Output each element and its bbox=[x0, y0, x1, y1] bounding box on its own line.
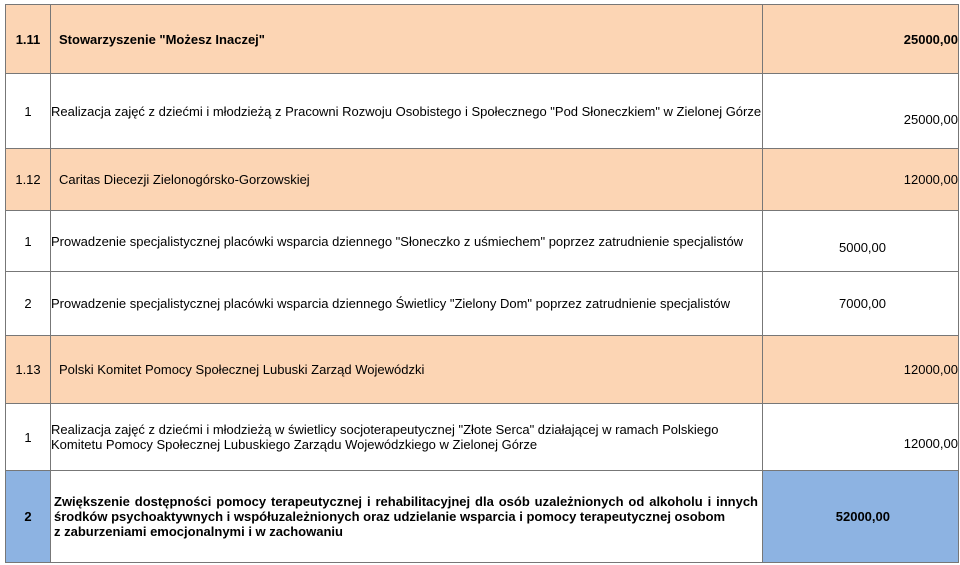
row-number: 1.13 bbox=[6, 336, 51, 404]
row-amount: 5000,00 bbox=[763, 211, 959, 272]
row-description-main: Zwiększenie dostępności pomocy terapeutycznej i rehabilitacyjnej dla osób uzależnionych od alkoholu i innych środków psychoaktywnych i współuzależnionych oraz udzielanie wsparcia i pomocy terapeutycznej osobom bbox=[54, 494, 758, 524]
row-number: 2 bbox=[6, 471, 51, 563]
row-amount: 12000,00 bbox=[763, 336, 959, 404]
table-row bbox=[6, 149, 959, 211]
table-row bbox=[6, 74, 959, 149]
row-amount: 25000,00 bbox=[763, 5, 959, 74]
row-number: 1.12 bbox=[6, 149, 51, 211]
table-row-highlighted bbox=[6, 471, 959, 563]
row-description: Caritas Diecezji Zielonogórsko-Gorzowskiej bbox=[51, 149, 763, 211]
row-number: 2 bbox=[6, 272, 51, 336]
row-description bbox=[51, 471, 763, 563]
table-row bbox=[6, 272, 959, 336]
budget-table bbox=[5, 4, 959, 563]
row-description: Realizacja zajęć z dziećmi i młodzieżą z Pracowni Rozwoju Osobistego i Społecznego "Pod Słoneczkiem" w Zielonej Górze bbox=[51, 74, 763, 149]
table-row bbox=[6, 404, 959, 471]
row-description: Prowadzenie specjalistycznej placówki wsparcia dziennego Świetlicy "Zielony Dom" poprzez zatrudnienie specjalistów bbox=[51, 272, 763, 336]
table-row bbox=[6, 336, 959, 404]
row-amount: 12000,00 bbox=[763, 404, 959, 471]
row-amount: 7000,00 bbox=[763, 272, 959, 336]
table-row bbox=[6, 211, 959, 272]
row-description: Prowadzenie specjalistycznej placówki wsparcia dziennego "Słoneczko z uśmiechem" poprzez zatrudnienie specjalistów bbox=[51, 211, 763, 272]
row-number: 1 bbox=[6, 74, 51, 149]
row-number: 1 bbox=[6, 211, 51, 272]
row-amount: 52000,00 bbox=[763, 471, 959, 563]
row-number: 1 bbox=[6, 404, 51, 471]
row-description-continued: z zaburzeniami emocjonalnymi i w zachowaniu bbox=[54, 524, 343, 539]
row-description: Polski Komitet Pomocy Społecznej Lubuski Zarząd Wojewódzki bbox=[51, 336, 763, 404]
row-amount: 25000,00 bbox=[763, 74, 959, 149]
row-description: Stowarzyszenie "Możesz Inaczej" bbox=[51, 5, 763, 74]
table-row bbox=[6, 5, 959, 74]
row-number: 1.11 bbox=[6, 5, 51, 74]
row-description: Realizacja zajęć z dziećmi i młodzieżą w świetlicy socjoterapeutycznej "Złote Serca" działającej w ramach Polskiego Komitetu Pomocy Społecznej Lubuskiego Zarządu Wojewódzkiego w Zielonej Górze bbox=[51, 404, 763, 471]
row-amount: 12000,00 bbox=[763, 149, 959, 211]
